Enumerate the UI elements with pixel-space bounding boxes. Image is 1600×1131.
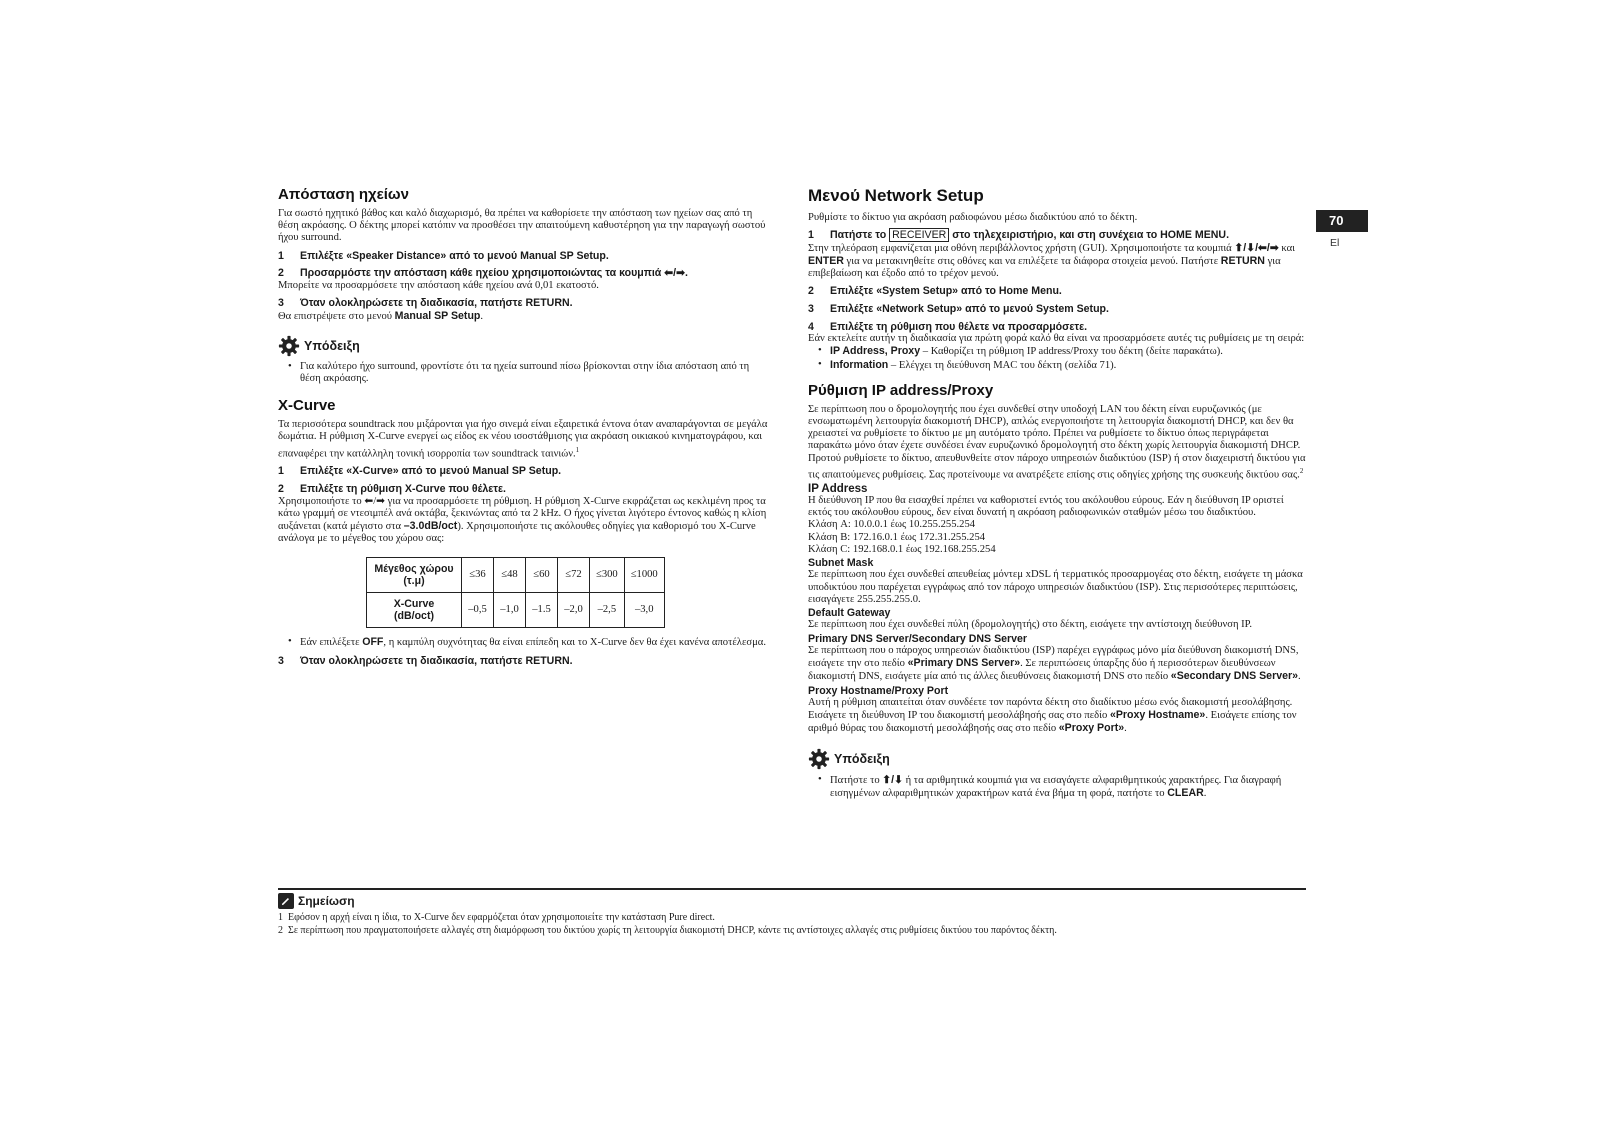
hint-gear-icon (808, 748, 830, 770)
ip-proxy-intro: Σε περίπτωση που ο δρομολογητής που έχει συνδεθεί στην υποδοχή LAN του δέκτη είναι ευρυζωνικός (με ενσωματωμένη λειτουργία διακομιστή DHCP), απλώς ενεργοποιήστε τη λειτουργία διακομιστή DHCP, και δεν θα χρειαστεί να ρυθμίσετε το δίκτυο με μη αυτόματο τρόπο. Πρέπει να ρυθμίσετε το δίκτυο όπως περιγράφεται παρακάτω μόνο όταν έχετε συνδέσει έναν ευρυζωνικό δρομολογητή στο δέκτη χωρίς λειτουργία διακομιστή DHCP. Προτού ρυθμίσετε το δίκτυο, απευθυνθείτε στον πάροχο υπηρεσιών διαδικτύου (ISP) ή στον διαχειριστή δικτύου για τις απαιτούμενες ρυθμίσεις. Σας προτείνουμε να ανατρέξετε επίσης στις οδηγίες χρήσης της συσκευής δικτύου σας.$^2$ (808, 403, 1306, 481)
hint-title: Υπόδειξη (304, 338, 360, 353)
table-cell: ≤36 (462, 558, 494, 593)
right-column (808, 186, 1306, 800)
table-row-x-curve (367, 593, 665, 628)
ip-address-heading: IP Address (808, 482, 868, 495)
footnote-2: 2 Σε περίπτωση που πραγματοποιήσετε αλλαγές στη διαμόρφωση του δικτύου χωρίς τη λειτουργία διακομιστή DHCP, κάντε τις αντίστοιχες αλλαγές στις ρυθμίσεις δικτύου του παρόντος δέκτη. (278, 925, 1057, 936)
x-curve-step-2-text: Χρησιμοποιήστε το ⬅/➡ για να προσαρμόσετε τη ρύθμιση. Η ρύθμιση X-Curve εκφράζεται ως κεκλιμένη προς τα κάτω γραμμή σε ντεσιμπέλ ανά οκτάβα, ξεκινώντας από τα 2 kHz. Ο ήχος γίνεται λιγότερο έντονος καθώς η κλίση αυξάνεται (κατά μέγιστο στα –3.0dB/oct). Χρησιμοποιήστε τις ακόλουθες οδηγίες για καθορισμό του X-Curve ανάλογα με το μέγεθος του χώρου σας: (278, 495, 767, 545)
table-cell: –3,0 (624, 593, 664, 628)
class-a: Κλάση A: 10.0.0.1 έως 10.255.255.254 (808, 519, 976, 531)
dns-server-text: Σε περίπτωση που ο πάροχος υπηρεσιών διαδικτύου (ISP) παρέχει εγγράφως μόνο μία διεύθυνση διακομιστή DNS, εισάγετε την στο πεδίο «Primary DNS Server». Σε περιπτώσεις ύπαρξης δύο ή περισσότερων διευθύνσεων διακομιστή DNS, εισάγετε μία από τις άλλες διευθύνσεις διακομιστή DNS στο πεδίο «Secondary DNS Server». (808, 645, 1301, 683)
list-item-information: • Information – Ελέγχει τη διεύθυνση MAC του δέκτη (σελίδα 71). (818, 358, 1117, 371)
table-header-room-size: Μέγεθος χώρου (τ.μ) (367, 558, 462, 593)
table-cell: ≤300 (590, 558, 625, 593)
dns-server-heading: Primary DNS Server/Secondary DNS Server (808, 632, 1028, 645)
table-cell: –0,5 (462, 593, 494, 628)
subnet-mask-heading: Subnet Mask (808, 556, 874, 569)
network-step-3: 3 Επιλέξτε «Network Setup» από το μενού System Setup. (808, 303, 1109, 315)
speaker-distance-intro: Για σωστό ηχητικό βάθος και καλό διαχωρισμό, θα πρέπει να καθορίσετε την απόσταση των ηχείων σας από τη θέση ακρόασης. Ο δέκτης μπορεί κατόπιν να προσθέσει την απαιτούμενη καθυστέρηση για την παραγωγή σωστού ήχου surround. (278, 208, 766, 244)
table-cell: ≤72 (558, 558, 590, 593)
step-1: 1 Επιλέξτε «Speaker Distance» από το μενού Manual SP Setup. (278, 249, 609, 262)
footnote-divider (278, 888, 1306, 890)
section-title-network-setup: Μενού Network Setup (808, 186, 984, 205)
section-title-speaker-distance: Απόσταση ηχείων (278, 186, 409, 203)
list-item-ip-proxy: • IP Address, Proxy – Καθορίζει τη ρύθμιση IP address/Proxy του δέκτη (δείτε παρακάτω). (818, 345, 1223, 358)
default-gateway-text: Σε περίπτωση που έχει συνδεθεί πύλη (δρομολογητής) στο δέκτη, εισάγετε την αντίστοιχη διεύθυνση IP. (808, 619, 1253, 631)
proxy-text: Αυτή η ρύθμιση απαιτείται όταν συνδέετε τον παρόντα δέκτη στο διαδίκτυο μέσω ενός διακομιστή μεσολάβησης. Εισάγετε τη διεύθυνση IP του διακομιστή μεσολάβησής σας στο πεδίο «Proxy Hostname». Εισάγετε επίσης τον αριθμό θύρας του διακομιστή μεσολάβησής σας στο πεδίο «Proxy Port». (808, 697, 1297, 735)
x-curve-off-bullet: • Εάν επιλέξετε OFF, η καμπύλη συχνότητας θα είναι επίπεδη και το X-Curve δεν θα έχει κανένα αποτέλεσμα. (288, 636, 766, 649)
x-curve-step-1: 1 Επιλέξτε «X-Curve» από το μενού Manual SP Setup. (278, 465, 562, 478)
table-cell: –1.5 (526, 593, 558, 628)
ip-address-text: Η διεύθυνση IP που θα εισαχθεί πρέπει να καθοριστεί εντός του ακόλουθου εύρους. Εάν η διεύθυνση IP οριστεί εκτός του ακόλουθου εύρους, δεν είναι δυνατή η ακρόαση ραδιοφωνικών σταθμών μέσω του διαδικτύου. (808, 494, 1284, 519)
default-gateway-heading: Default Gateway (808, 606, 891, 619)
notes-title: Σημείωση (298, 894, 355, 908)
table-cell: ≤60 (526, 558, 558, 593)
hint-title: Υπόδειξη (834, 751, 890, 766)
section-title-x-curve: X-Curve (278, 397, 336, 415)
step-3: 3 Όταν ολοκληρώσετε τη διαδικασία, πατήστε RETURN. (278, 297, 573, 309)
network-step-1-text: Στην τηλεόραση εμφανίζεται μια οθόνη περιβάλλοντος χρήστη (GUI). Χρησιμοποιήστε τα κουμπιά ⬆/⬇/⬅/➡ και ENTER για να μετακινηθείτε στις οθόνες και να επιλέξετε τα διάφορα στοιχεία μενού. Πατήστε RETURN για επιβεβαίωση και έξοδο από το τρέχον μενού. (808, 241, 1296, 280)
table-cell: –1,0 (494, 593, 526, 628)
step-2: 2 Προσαρμόστε την απόσταση κάθε ηχείου χρησιμοποιώντας τα κουμπιά ⬅/➡. (278, 267, 688, 280)
network-step-4-text: Εάν εκτελείτε αυτήν τη διαδικασία για πρώτη φορά καλό θα είναι να προσαρμόσετε αυτές τις ρυθμίσεις με τη σειρά: (808, 333, 1305, 345)
network-intro: Ρυθμίστε το δίκτυο για ακρόαση ραδιοφώνου μέσω διαδικτύου από το δέκτη. (808, 212, 1138, 223)
hint-gear-icon (278, 335, 300, 357)
table-cell: ≤1000 (624, 558, 664, 593)
x-curve-step-3: 3 Όταν ολοκληρώσετε τη διαδικασία, πατήστε RETURN. (278, 654, 573, 667)
x-curve-table (366, 557, 665, 628)
left-column (278, 186, 772, 667)
table-cell: ≤48 (494, 558, 526, 593)
step-3-text: Θα επιστρέψετε στο μενού Manual SP Setup. (278, 309, 484, 322)
notes-heading (278, 893, 355, 909)
subnet-mask-text: Σε περίπτωση που έχει συνδεθεί απευθείας μόντεμ xDSL ή τερματικός προσαρμογέας στο δέκτη, εισάγετε τη μάσκα υποδικτύου που παρέχεται εγγράφως από τον πάροχο υπηρεσιών διαδικτύου (ISP). Στις περισσότερες περιπτώσεις, εισαγάγετε 255.255.255.0. (808, 569, 1303, 605)
table-cell: –2,0 (558, 593, 590, 628)
section-title-ip-proxy: Ρύθμιση IP address/Proxy (808, 381, 994, 399)
hint-heading-right (808, 748, 1306, 770)
hint-bullet-right: • Πατήστε το ⬆/⬇ ή τα αριθμητικά κουμπιά για να εισαγάγετε αλφαριθμητικούς χαρακτήρες. Για διαγραφή εισηγμένων αλφαριθμητικών χαρακτήρων κατά ένα βήμα τη φορά, πατήστε το CLEAR. (818, 773, 1282, 799)
page-number: 70 (1316, 210, 1368, 232)
x-curve-step-2: 2 Επιλέξτε τη ρύθμιση X-Curve που θέλετε. (278, 482, 506, 495)
table-row-room-size (367, 558, 665, 593)
class-b: Κλάση B: 172.16.0.1 έως 172.31.255.254 (808, 531, 986, 543)
footnote-1: 1 Εφόσον η αρχή είναι η ίδια, το X-Curve δεν εφαρμόζεται όταν χρησιμοποιείτε την κατάσταση Pure direct. (278, 912, 715, 923)
hint-bullet: • Για καλύτερο ήχο surround, φροντίστε ότι τα ηχεία surround πίσω βρίσκονται στην ίδια απόσταση από τη θέση ακρόασης. (288, 360, 750, 384)
network-step-1: 1 Πατήστε το RECEIVER στο τηλεχειριστήριο, και στη συνέχεια το HOME MENU. (808, 229, 1230, 242)
x-curve-intro: Τα περισσότερα soundtrack που μιξάρονται για ήχο σινεμά είναι εξαιρετικά έντονα όταν αναπαράγονται σε μεγάλα δωμάτια. Η ρύθμιση X-Curve ενεργεί ως είδος εκ νέου ισοστάθμισης για ακρόαση οικιακού κινηματογράφου, και επαναφέρει την κατάλληλη τονική ισορροπία των soundtrack ταινιών.$^1$ (278, 419, 768, 460)
language-code: El (1330, 237, 1340, 249)
receiver-key-label: RECEIVER (889, 228, 949, 242)
footnotes (278, 911, 1057, 937)
network-step-4: 4 Επιλέξτε τη ρύθμιση που θέλετε να προσαρμόσετε. (808, 320, 1088, 333)
table-cell: –2,5 (590, 593, 625, 628)
class-c: Κλάση C: 192.168.0.1 έως 192.168.255.254 (808, 543, 996, 555)
step-2-text: Μπορείτε να προσαρμόσετε την απόσταση κάθε ηχείου ανά 0,01 εκατοστό. (278, 279, 599, 291)
note-pencil-icon (278, 893, 294, 909)
hint-heading (278, 335, 772, 357)
network-step-2: 2 Επιλέξτε «System Setup» από το Home Menu. (808, 285, 1062, 298)
proxy-heading: Proxy Hostname/Proxy Port (808, 684, 949, 697)
table-header-x-curve: X-Curve (dB/oct) (367, 593, 462, 628)
